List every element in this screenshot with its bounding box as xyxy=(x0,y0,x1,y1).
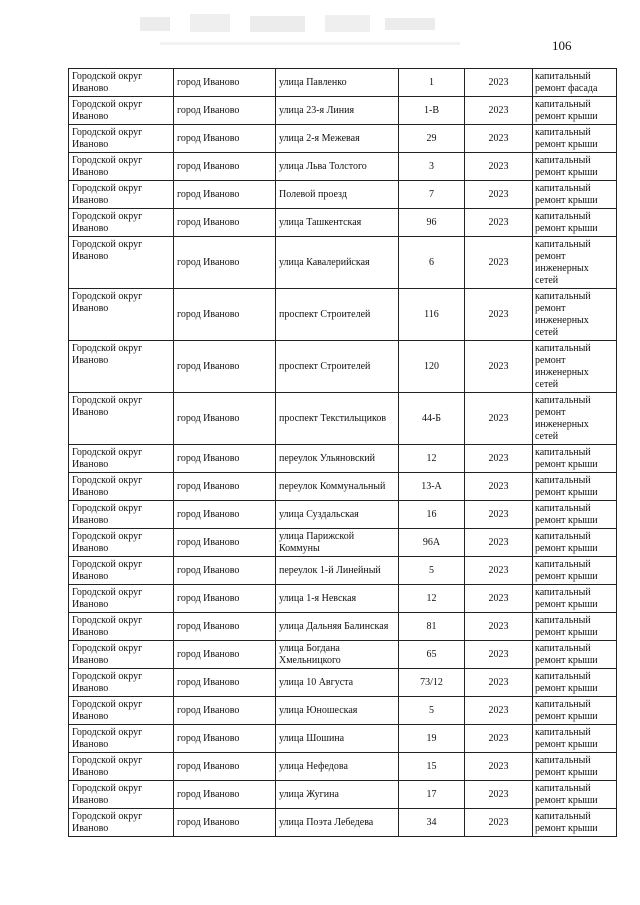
street-cell: улица Кавалерийская xyxy=(276,237,399,289)
year-cell: 2023 xyxy=(465,125,533,153)
street-cell: улица Юношеская xyxy=(276,697,399,725)
year-cell: 2023 xyxy=(465,501,533,529)
street-cell: улица Шошина xyxy=(276,725,399,753)
street-cell: улица Нефедова xyxy=(276,753,399,781)
work-type-cell: капитальный ремонт крыши xyxy=(533,209,617,237)
city-cell: город Иваново xyxy=(174,501,276,529)
work-type-cell: капитальный ремонт крыши xyxy=(533,181,617,209)
house-number-cell: 81 xyxy=(399,613,465,641)
table-row xyxy=(69,725,617,753)
table-row xyxy=(69,125,617,153)
house-number-cell: 116 xyxy=(399,289,465,341)
city-cell: город Иваново xyxy=(174,641,276,669)
table-row xyxy=(69,237,617,289)
district-cell: Городской округ Иваново xyxy=(69,501,174,529)
table-row xyxy=(69,809,617,837)
work-type-cell: капитальный ремонт крыши xyxy=(533,557,617,585)
work-type-cell: капитальный ремонт фасада xyxy=(533,69,617,97)
house-number-cell: 96 xyxy=(399,209,465,237)
street-cell: переулок 1-й Линейный xyxy=(276,557,399,585)
table-row xyxy=(69,153,617,181)
house-number-cell: 5 xyxy=(399,557,465,585)
street-cell: улица Павленко xyxy=(276,69,399,97)
table-row xyxy=(69,557,617,585)
year-cell: 2023 xyxy=(465,557,533,585)
city-cell: город Иваново xyxy=(174,697,276,725)
street-cell: улица 1-я Невская xyxy=(276,585,399,613)
city-cell: город Иваново xyxy=(174,181,276,209)
district-cell: Городской округ Иваново xyxy=(69,393,174,445)
house-number-cell: 17 xyxy=(399,781,465,809)
city-cell: город Иваново xyxy=(174,725,276,753)
table-row xyxy=(69,289,617,341)
district-cell: Городской округ Иваново xyxy=(69,209,174,237)
street-cell: переулок Коммунальный xyxy=(276,473,399,501)
district-cell: Городской округ Иваново xyxy=(69,529,174,557)
work-type-cell: капитальный ремонт крыши xyxy=(533,501,617,529)
table-row xyxy=(69,209,617,237)
work-type-cell: капитальный ремонт крыши xyxy=(533,781,617,809)
street-cell: улица Дальняя Балинская xyxy=(276,613,399,641)
table-row xyxy=(69,613,617,641)
year-cell: 2023 xyxy=(465,809,533,837)
house-number-cell: 29 xyxy=(399,125,465,153)
city-cell: город Иваново xyxy=(174,809,276,837)
district-cell: Городской округ Иваново xyxy=(69,753,174,781)
year-cell: 2023 xyxy=(465,473,533,501)
house-number-cell: 3 xyxy=(399,153,465,181)
city-cell: город Иваново xyxy=(174,781,276,809)
district-cell: Городской округ Иваново xyxy=(69,781,174,809)
table-row xyxy=(69,445,617,473)
district-cell: Городской округ Иваново xyxy=(69,557,174,585)
district-cell: Городской округ Иваново xyxy=(69,613,174,641)
street-cell: улица Богдана Хмельницкого xyxy=(276,641,399,669)
year-cell: 2023 xyxy=(465,153,533,181)
city-cell: город Иваново xyxy=(174,669,276,697)
district-cell: Городской округ Иваново xyxy=(69,669,174,697)
table-row xyxy=(69,781,617,809)
city-cell: город Иваново xyxy=(174,237,276,289)
street-cell: улица Суздальская xyxy=(276,501,399,529)
table-row xyxy=(69,585,617,613)
house-number-cell: 12 xyxy=(399,585,465,613)
work-type-cell: капитальный ремонт инженерных сетей xyxy=(533,237,617,289)
district-cell: Городской округ Иваново xyxy=(69,697,174,725)
house-number-cell: 16 xyxy=(399,501,465,529)
house-number-cell: 5 xyxy=(399,697,465,725)
district-cell: Городской округ Иваново xyxy=(69,473,174,501)
street-cell: Полевой проезд xyxy=(276,181,399,209)
house-number-cell: 15 xyxy=(399,753,465,781)
district-cell: Городской округ Иваново xyxy=(69,289,174,341)
page-number: 106 xyxy=(552,38,572,53)
district-cell: Городской округ Иваново xyxy=(69,809,174,837)
work-type-cell: капитальный ремонт крыши xyxy=(533,641,617,669)
city-cell: город Иваново xyxy=(174,97,276,125)
year-cell: 2023 xyxy=(465,341,533,393)
year-cell: 2023 xyxy=(465,529,533,557)
work-type-cell: капитальный ремонт крыши xyxy=(533,753,617,781)
street-cell: переулок Ульяновский xyxy=(276,445,399,473)
table-row xyxy=(69,341,617,393)
work-type-cell: капитальный ремонт крыши xyxy=(533,445,617,473)
work-type-cell: капитальный ремонт крыши xyxy=(533,529,617,557)
work-type-cell: капитальный ремонт крыши xyxy=(533,613,617,641)
work-type-cell: капитальный ремонт крыши xyxy=(533,153,617,181)
work-type-cell: капитальный ремонт крыши xyxy=(533,809,617,837)
table-row xyxy=(69,669,617,697)
street-cell: улица 10 Августа xyxy=(276,669,399,697)
city-cell: город Иваново xyxy=(174,153,276,181)
district-cell: Городской округ Иваново xyxy=(69,69,174,97)
city-cell: город Иваново xyxy=(174,529,276,557)
table-row xyxy=(69,69,617,97)
year-cell: 2023 xyxy=(465,289,533,341)
year-cell: 2023 xyxy=(465,641,533,669)
scan-artifact xyxy=(120,12,500,62)
district-cell: Городской округ Иваново xyxy=(69,153,174,181)
work-type-cell: капитальный ремонт инженерных сетей xyxy=(533,341,617,393)
house-number-cell: 34 xyxy=(399,809,465,837)
year-cell: 2023 xyxy=(465,445,533,473)
table-row xyxy=(69,97,617,125)
city-cell: город Иваново xyxy=(174,125,276,153)
house-number-cell: 96А xyxy=(399,529,465,557)
table-row xyxy=(69,473,617,501)
district-cell: Городской округ Иваново xyxy=(69,585,174,613)
work-type-cell: капитальный ремонт крыши xyxy=(533,473,617,501)
district-cell: Городской округ Иваново xyxy=(69,237,174,289)
district-cell: Городской округ Иваново xyxy=(69,97,174,125)
work-type-cell: капитальный ремонт крыши xyxy=(533,669,617,697)
table-row xyxy=(69,501,617,529)
year-cell: 2023 xyxy=(465,393,533,445)
year-cell: 2023 xyxy=(465,97,533,125)
year-cell: 2023 xyxy=(465,181,533,209)
year-cell: 2023 xyxy=(465,725,533,753)
house-number-cell: 1-В xyxy=(399,97,465,125)
city-cell: город Иваново xyxy=(174,289,276,341)
year-cell: 2023 xyxy=(465,697,533,725)
city-cell: город Иваново xyxy=(174,585,276,613)
city-cell: город Иваново xyxy=(174,209,276,237)
street-cell: улица 2-я Межевая xyxy=(276,125,399,153)
city-cell: город Иваново xyxy=(174,445,276,473)
house-number-cell: 1 xyxy=(399,69,465,97)
house-number-cell: 13-А xyxy=(399,473,465,501)
city-cell: город Иваново xyxy=(174,341,276,393)
street-cell: улица Жугина xyxy=(276,781,399,809)
work-type-cell: капитальный ремонт крыши xyxy=(533,585,617,613)
house-number-cell: 120 xyxy=(399,341,465,393)
year-cell: 2023 xyxy=(465,69,533,97)
city-cell: город Иваново xyxy=(174,613,276,641)
city-cell: город Иваново xyxy=(174,393,276,445)
year-cell: 2023 xyxy=(465,753,533,781)
district-cell: Городской округ Иваново xyxy=(69,341,174,393)
table-row xyxy=(69,641,617,669)
house-number-cell: 73/12 xyxy=(399,669,465,697)
house-number-cell: 6 xyxy=(399,237,465,289)
table-body xyxy=(69,69,617,837)
house-number-cell: 19 xyxy=(399,725,465,753)
work-type-cell: капитальный ремонт крыши xyxy=(533,725,617,753)
city-cell: город Иваново xyxy=(174,473,276,501)
house-number-cell: 44-Б xyxy=(399,393,465,445)
work-type-cell: капитальный ремонт инженерных сетей xyxy=(533,393,617,445)
street-cell: улица Ташкентская xyxy=(276,209,399,237)
district-cell: Городской округ Иваново xyxy=(69,181,174,209)
street-cell: улица Парижской Коммуны xyxy=(276,529,399,557)
buildings-table xyxy=(68,68,617,837)
district-cell: Городской округ Иваново xyxy=(69,641,174,669)
district-cell: Городской округ Иваново xyxy=(69,725,174,753)
city-cell: город Иваново xyxy=(174,69,276,97)
table-row xyxy=(69,393,617,445)
year-cell: 2023 xyxy=(465,781,533,809)
city-cell: город Иваново xyxy=(174,557,276,585)
year-cell: 2023 xyxy=(465,209,533,237)
district-cell: Городской округ Иваново xyxy=(69,125,174,153)
table-row xyxy=(69,753,617,781)
work-type-cell: капитальный ремонт инженерных сетей xyxy=(533,289,617,341)
city-cell: город Иваново xyxy=(174,753,276,781)
work-type-cell: капитальный ремонт крыши xyxy=(533,125,617,153)
house-number-cell: 65 xyxy=(399,641,465,669)
district-cell: Городской округ Иваново xyxy=(69,445,174,473)
street-cell: проспект Строителей xyxy=(276,289,399,341)
work-type-cell: капитальный ремонт крыши xyxy=(533,97,617,125)
street-cell: улица 23-я Линия xyxy=(276,97,399,125)
house-number-cell: 12 xyxy=(399,445,465,473)
table-row xyxy=(69,697,617,725)
work-type-cell: капитальный ремонт крыши xyxy=(533,697,617,725)
table-row xyxy=(69,529,617,557)
table-row xyxy=(69,181,617,209)
street-cell: проспект Текстильщиков xyxy=(276,393,399,445)
street-cell: проспект Строителей xyxy=(276,341,399,393)
year-cell: 2023 xyxy=(465,669,533,697)
street-cell: улица Поэта Лебедева xyxy=(276,809,399,837)
year-cell: 2023 xyxy=(465,237,533,289)
year-cell: 2023 xyxy=(465,585,533,613)
street-cell: улица Льва Толстого xyxy=(276,153,399,181)
year-cell: 2023 xyxy=(465,613,533,641)
house-number-cell: 7 xyxy=(399,181,465,209)
